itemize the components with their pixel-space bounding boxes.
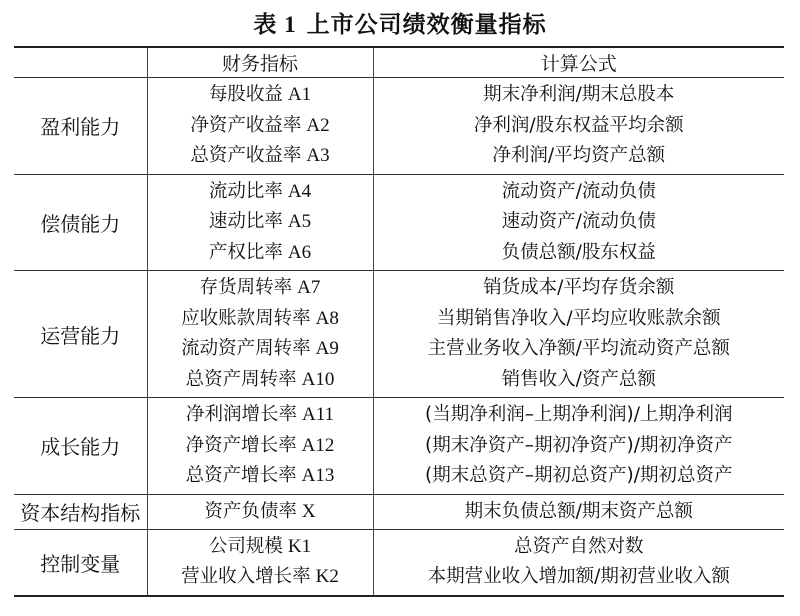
indicator-name: 存货周转率 (199, 277, 293, 298)
table-row (14, 174, 784, 271)
table-header-row (14, 47, 784, 78)
indicator-name: 总资产收益率 (190, 145, 302, 166)
formula-text: 期末负债总额/期末资产总额 (464, 500, 693, 522)
indicator-line (148, 273, 373, 304)
indicator-name: 速动比率 (208, 211, 283, 232)
formula-cell (373, 398, 784, 495)
indicator-code: A6 (287, 241, 312, 263)
indicator-cell (147, 398, 373, 495)
indicator-line (148, 334, 373, 365)
indicator-cell (147, 78, 373, 175)
category-cell: 运营能力 (14, 271, 147, 398)
indicator-line (148, 461, 373, 492)
indicator-code: A7 (297, 277, 321, 298)
indicator-name: 流动资产周转率 (181, 338, 311, 359)
indicator-name: 净利润增长率 (185, 404, 297, 425)
indicator-table (14, 46, 784, 597)
indicator-code: A4 (287, 180, 312, 202)
category-cell: 成长能力 (14, 398, 147, 495)
formula-cell (373, 271, 784, 398)
indicator-name: 公司规模 (208, 535, 283, 557)
formula-text: 净利润/平均资产总额 (492, 145, 666, 166)
indicator-line (148, 562, 373, 593)
table-row (14, 78, 784, 175)
formula-text: 销售收入/资产总额 (501, 368, 656, 390)
indicator-name: 产权比率 (208, 241, 283, 263)
table-row (14, 494, 784, 530)
formula-text: 总资产自然对数 (513, 535, 644, 557)
formula-cell (373, 494, 784, 530)
formula-text: 流动资产/流动负债 (501, 180, 656, 202)
formula-text: (期末净资产–期初净资产)/期初净资产 (425, 434, 733, 456)
indicator-cell (147, 494, 373, 530)
indicator-code: A2 (306, 114, 330, 136)
indicator-code: A10 (301, 368, 335, 390)
category-cell: 偿债能力 (14, 174, 147, 271)
indicator-name: 应收账款周转率 (181, 307, 311, 329)
category-cell: 资本结构指标 (14, 494, 147, 530)
indicator-name: 流动比率 (208, 180, 283, 202)
indicator-cell (147, 174, 373, 271)
indicator-code: A1 (287, 84, 312, 105)
category-cell: 控制变量 (14, 530, 147, 596)
table-caption (0, 6, 800, 39)
indicator-name: 营业收入增长率 (181, 566, 311, 588)
formula-text: 期末净利润/期末总股本 (483, 84, 675, 105)
indicator-name: 资产负债率 (204, 500, 297, 522)
indicator-code: K1 (287, 535, 312, 557)
formula-cell (373, 78, 784, 175)
indicator-cell (147, 271, 373, 398)
indicator-code: A9 (315, 338, 339, 359)
formula-text: 净利润/股东权益平均余额 (473, 114, 684, 136)
indicator-line (148, 431, 373, 462)
indicator-line (148, 365, 373, 396)
formula-text: 销货成本/平均存货余额 (483, 277, 675, 298)
indicator-code: A11 (301, 404, 335, 425)
indicator-name: 总资产周转率 (185, 368, 297, 390)
formula-text: (当期净利润–上期净利润)/上期净利润 (425, 404, 733, 425)
indicator-line (148, 238, 373, 269)
table-title: 上市公司绩效衡量指标 (306, 12, 547, 38)
indicator-line (148, 304, 373, 335)
formula-text: 当期销售净收入/平均应收账款余额 (436, 307, 721, 329)
indicator-name: 净资产收益率 (190, 114, 302, 136)
indicator-code: A8 (315, 307, 339, 329)
indicator-line (148, 177, 373, 208)
indicator-code: A5 (287, 211, 312, 232)
formula-text: (期末总资产–期初总资产)/期初总资产 (425, 465, 733, 486)
formula-cell (373, 174, 784, 271)
indicator-line (148, 532, 373, 563)
category-cell: 盈利能力 (14, 78, 147, 175)
indicator-code: A13 (301, 465, 335, 486)
indicator-cell (147, 530, 373, 596)
indicator-code: K2 (315, 566, 339, 588)
indicator-code: X (301, 500, 316, 522)
table-row (14, 530, 784, 596)
indicator-line (148, 111, 373, 142)
table-row (14, 271, 784, 398)
table-number: 表 1 (253, 12, 297, 37)
indicator-line (148, 497, 373, 528)
formula-text: 本期营业收入增加额/期初营业收入额 (427, 566, 730, 588)
indicator-line (148, 80, 373, 111)
formula-text: 主营业务收入净额/平均流动资产总额 (427, 338, 730, 359)
formula-cell (373, 530, 784, 596)
header-formula: 计算公式 (373, 47, 784, 78)
indicator-name: 每股收益 (208, 84, 283, 105)
indicator-line (148, 207, 373, 238)
indicator-name: 总资产增长率 (185, 465, 297, 486)
table-row (14, 398, 784, 495)
indicator-line (148, 141, 373, 172)
indicator-code: A3 (306, 145, 330, 166)
indicator-name: 净资产增长率 (185, 434, 297, 456)
header-category (14, 47, 147, 78)
formula-text: 速动资产/流动负债 (501, 211, 656, 232)
indicator-line (148, 400, 373, 431)
formula-text: 负债总额/股东权益 (501, 241, 656, 263)
indicator-code: A12 (301, 434, 335, 456)
header-indicator: 财务指标 (147, 47, 373, 78)
